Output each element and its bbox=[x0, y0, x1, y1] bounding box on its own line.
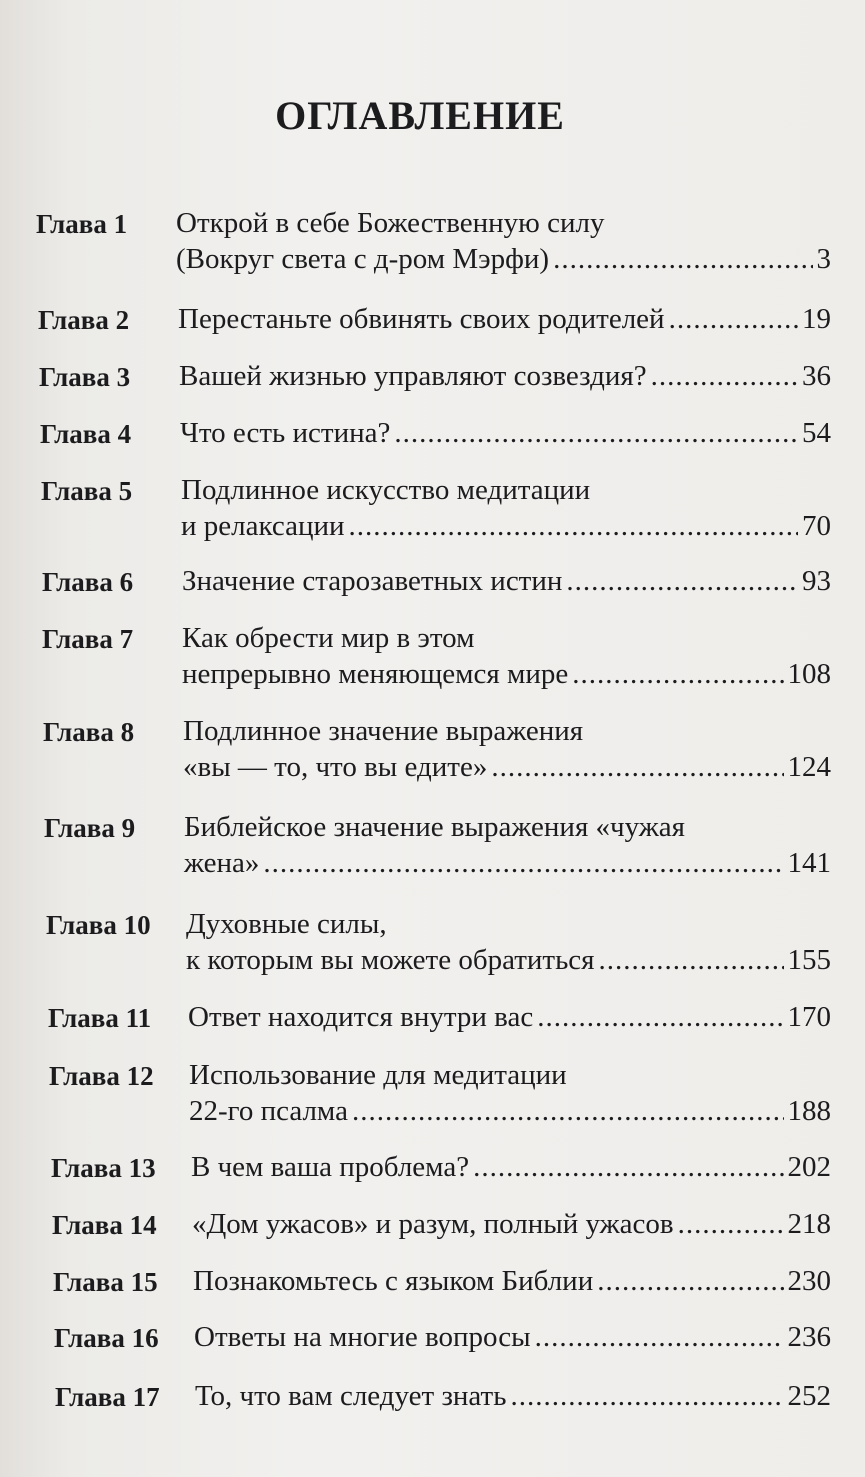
chapter-title bbox=[178, 301, 831, 337]
dot-leader bbox=[553, 241, 812, 277]
chapter-title bbox=[179, 358, 831, 394]
chapter-number: Глава 6 bbox=[42, 567, 134, 597]
chapter-title bbox=[183, 713, 831, 785]
chapter-title-line: Открой в себе Божественную силу bbox=[176, 207, 605, 239]
chapter-title bbox=[181, 472, 831, 544]
chapter-title-line: В чем ваша проблема? bbox=[191, 1151, 470, 1183]
chapter-number: Глава 15 bbox=[53, 1267, 158, 1297]
chapter-title-line: Использование для медитации bbox=[189, 1059, 567, 1091]
chapter-number: Глава 14 bbox=[52, 1210, 157, 1240]
chapter-number: Глава 16 bbox=[54, 1323, 159, 1353]
chapter-title bbox=[188, 999, 831, 1035]
dot-leader bbox=[535, 1319, 784, 1355]
chapter-title-line: 22-го псалма bbox=[189, 1095, 348, 1127]
dot-leader bbox=[537, 999, 783, 1035]
dot-leader bbox=[473, 1149, 783, 1185]
page-number: 70 bbox=[802, 510, 831, 542]
chapter-number: Глава 4 bbox=[40, 419, 132, 449]
chapter-number: Глава 1 bbox=[36, 209, 128, 239]
chapter-title-line: Ответ находится внутри вас bbox=[188, 1001, 534, 1033]
chapter-title-line: То, что вам следует знать bbox=[195, 1380, 507, 1412]
chapter-title-line: непрерывно меняющемся мире bbox=[182, 658, 569, 690]
page-number: 188 bbox=[787, 1095, 831, 1127]
page-number: 155 bbox=[787, 944, 831, 976]
page-number: 124 bbox=[787, 751, 831, 783]
chapter-title-line: Ответы на многие вопросы bbox=[194, 1321, 531, 1353]
page-number: 252 bbox=[787, 1380, 831, 1412]
chapter-title bbox=[180, 415, 831, 451]
chapter-title-line: Значение старозаветных истин bbox=[182, 565, 563, 597]
dot-leader bbox=[669, 301, 798, 337]
chapter-title-line: Перестаньте обвинять своих родителей bbox=[178, 303, 665, 335]
dot-leader bbox=[597, 1263, 783, 1299]
dot-leader bbox=[394, 415, 798, 451]
dot-leader bbox=[491, 749, 783, 785]
chapter-title bbox=[195, 1378, 831, 1414]
page-title: ОГЛАВЛЕНИЕ bbox=[275, 93, 565, 138]
dot-leader bbox=[572, 656, 783, 692]
chapter-title-line: Познакомьтесь с языком Библии bbox=[193, 1265, 594, 1297]
chapter-title bbox=[191, 1149, 831, 1185]
chapter-title bbox=[176, 205, 831, 277]
page-number: 236 bbox=[787, 1321, 831, 1353]
page-number: 3 bbox=[816, 243, 831, 275]
chapter-title-line: и релаксации bbox=[181, 510, 345, 542]
page-number: 170 bbox=[787, 1001, 831, 1033]
page-number: 108 bbox=[787, 658, 831, 690]
chapter-number: Глава 9 bbox=[44, 813, 136, 843]
chapter-number: Глава 7 bbox=[42, 624, 134, 654]
chapter-title bbox=[182, 620, 831, 692]
page-number: 19 bbox=[802, 303, 831, 335]
chapter-title bbox=[192, 1206, 831, 1242]
chapter-number: Глава 5 bbox=[41, 476, 133, 506]
dot-leader bbox=[510, 1378, 783, 1414]
dot-leader bbox=[352, 1093, 784, 1129]
chapter-title-line: Подлинное искусство медитации bbox=[181, 474, 591, 506]
chapter-title bbox=[184, 809, 831, 881]
page-number: 218 bbox=[787, 1208, 831, 1240]
chapter-title-line: Библейское значение выражения «чужая bbox=[184, 811, 685, 843]
chapter-title bbox=[193, 1263, 831, 1299]
page-number: 230 bbox=[787, 1265, 831, 1297]
dot-leader bbox=[349, 508, 798, 544]
chapter-number: Глава 11 bbox=[48, 1003, 152, 1033]
chapter-title-line: Духовные силы, bbox=[186, 908, 387, 940]
dot-leader bbox=[651, 358, 798, 394]
dot-leader bbox=[678, 1206, 784, 1242]
dot-leader bbox=[263, 845, 783, 881]
chapter-number: Глава 3 bbox=[39, 362, 131, 392]
chapter-number: Глава 8 bbox=[43, 717, 135, 747]
dot-leader bbox=[566, 563, 798, 599]
chapter-title-line: к которым вы можете обратиться bbox=[186, 944, 595, 976]
page-number: 141 bbox=[787, 847, 831, 879]
chapter-title bbox=[194, 1319, 831, 1355]
chapter-title bbox=[186, 906, 831, 978]
dot-leader bbox=[599, 942, 784, 978]
chapter-number: Глава 17 bbox=[55, 1382, 160, 1412]
page-number: 202 bbox=[787, 1151, 831, 1183]
chapter-title-line: Как обрести мир в этом bbox=[182, 622, 475, 654]
chapter-title-line: (Вокруг света с д-ром Мэрфи) bbox=[176, 243, 550, 275]
chapter-title-line: Подлинное значение выражения bbox=[183, 715, 584, 747]
chapter-title-line: Вашей жизнью управляют созвездия? bbox=[179, 360, 647, 392]
chapter-title-line: «Дом ужасов» и разум, полный ужасов bbox=[192, 1208, 674, 1240]
page-number: 54 bbox=[802, 417, 831, 449]
chapter-title-line: жена» bbox=[184, 847, 260, 879]
chapter-number: Глава 10 bbox=[46, 910, 151, 940]
chapter-title bbox=[189, 1057, 831, 1129]
chapter-number: Глава 12 bbox=[49, 1061, 154, 1091]
page-number: 93 bbox=[802, 565, 831, 597]
chapter-title-line: «вы — то, что вы едите» bbox=[183, 751, 488, 783]
page-number: 36 bbox=[802, 360, 831, 392]
chapter-number: Глава 2 bbox=[38, 305, 130, 335]
chapter-title-line: Что есть истина? bbox=[180, 417, 391, 449]
chapter-title bbox=[182, 563, 831, 599]
chapter-number: Глава 13 bbox=[51, 1153, 156, 1183]
